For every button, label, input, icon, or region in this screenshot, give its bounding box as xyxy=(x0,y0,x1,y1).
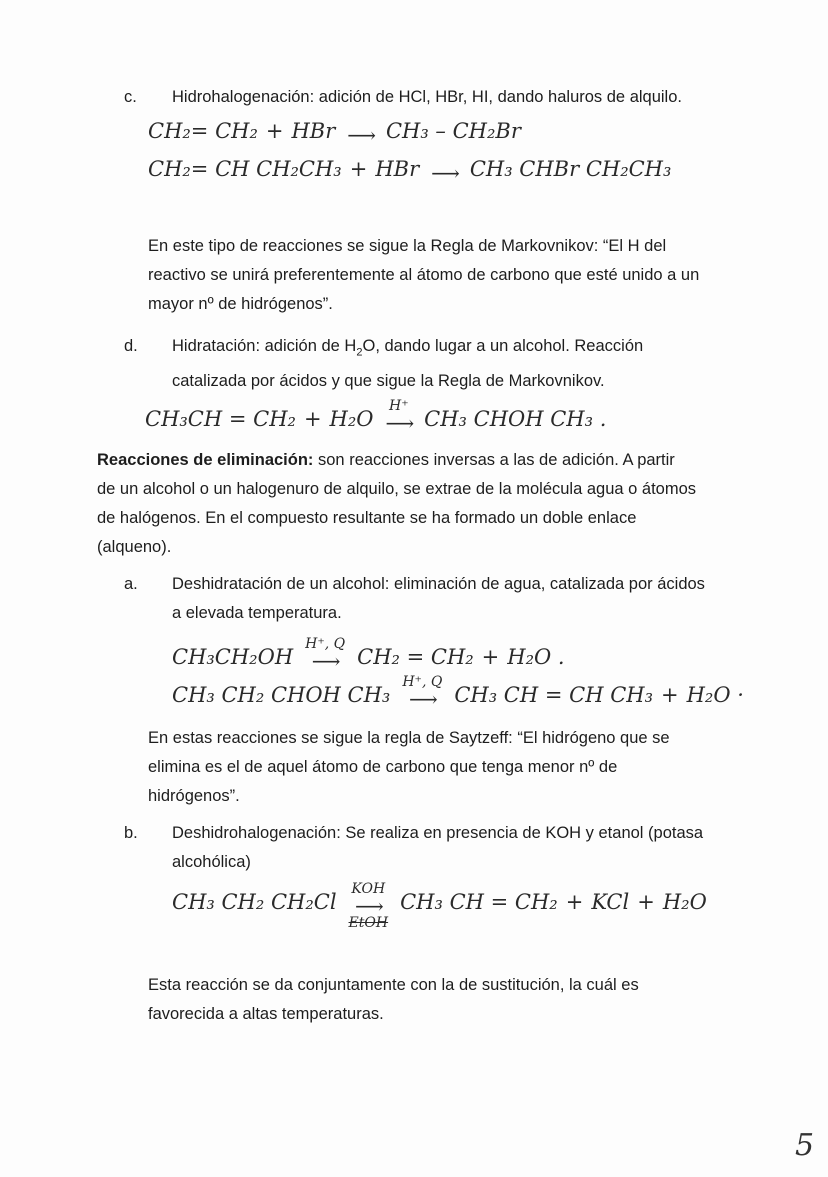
plus: + xyxy=(565,890,584,915)
product: CH₃ – CH₂Br xyxy=(385,119,521,143)
product: CH₂ = CH₂ xyxy=(357,645,474,670)
reaction-arrow xyxy=(347,123,374,147)
equation-d xyxy=(145,398,828,436)
solvent: EtOH xyxy=(348,915,389,932)
section-text: Hidratación: adición de H xyxy=(172,337,357,355)
reaction-arrow xyxy=(385,398,413,436)
reactant: CH₂= CH CH₂CH₃ xyxy=(148,157,342,181)
catalyst: H⁺, Q xyxy=(305,636,346,653)
reaction-arrow xyxy=(305,636,346,674)
reactant: CH₃CH₂OH xyxy=(172,645,294,670)
subscript: 2 xyxy=(356,346,363,359)
equation-c2 xyxy=(148,156,828,185)
catalyst: KOH xyxy=(351,881,386,898)
product: CH₃ CHOH CH₃ . xyxy=(424,407,607,432)
reagent: HBr xyxy=(291,119,336,143)
closing-paragraph: Esta reacción se da conjuntamente con la de sustitución, la cuál es favorecida a altas temperaturas. xyxy=(148,976,639,1024)
byproduct-water: H₂O xyxy=(662,890,707,915)
section-b-deshidrohalogenacion xyxy=(124,819,708,877)
equation-b-products xyxy=(400,889,707,915)
product: CH₃ CH = CH CH₃ xyxy=(454,683,653,708)
arrow-glyph: ⟶ xyxy=(431,161,458,185)
reaction-arrow xyxy=(349,881,389,931)
plus: + xyxy=(303,407,322,432)
reagent: H₂O xyxy=(329,407,374,432)
equation-c1 xyxy=(148,118,828,147)
reaction-arrow xyxy=(431,161,458,185)
equation-a2 xyxy=(172,674,828,712)
reactant: CH₃CH = CH₂ xyxy=(145,407,296,432)
product: CH₃ CH = CH₂ xyxy=(400,890,558,915)
equation-b xyxy=(172,881,828,931)
byproduct-kcl: KCl xyxy=(591,890,630,915)
reactant: CH₂= CH₂ xyxy=(148,119,258,143)
plus: + xyxy=(661,683,679,708)
byproduct: H₂O . xyxy=(507,645,565,670)
list-label: d. xyxy=(124,337,138,355)
arrow-glyph: ⟶ xyxy=(409,687,436,712)
catalyst: H⁺, Q xyxy=(402,674,443,691)
product: CH₃ CHBr CH₂CH₃ xyxy=(469,157,672,181)
elimination-text: son reacciones inversas a las de adición. A partir de un alcohol o un halogenuro de alquilo, se extrae de la molécula agua o átomos de halógenos. En el compuesto resultante se ha formado un doble enlace (alqueno). xyxy=(97,451,697,557)
section-a-deshidratacion xyxy=(124,570,708,628)
arrow-glyph: ⟶ xyxy=(347,123,374,147)
section-text: Deshidratación de un alcohol: eliminación de agua, catalizada por ácidos a elevada temperatura. xyxy=(172,575,705,623)
list-label: a. xyxy=(124,575,138,594)
plus: + xyxy=(481,645,500,670)
markovnikov-paragraph: En este tipo de reacciones se sigue la Regla de Markovnikov: “El H del reactivo se unirá preferentemente al átomo de carbono que esté unido a un mayor nº de hidrógenos”. xyxy=(148,237,700,313)
plus: + xyxy=(637,890,655,915)
catalyst: H⁺ xyxy=(389,398,409,415)
equation-a1 xyxy=(172,636,828,674)
elimination-title: Reacciones de eliminación: xyxy=(97,451,314,470)
section-d-hidratacion xyxy=(124,332,708,396)
list-label: b. xyxy=(124,824,138,843)
saytzeff-paragraph: En estas reacciones se sigue la regla de Saytzeff: “El hidrógeno que se elimina es el de aquel átomo de carbono que tenga menor nº de hidrógenos”. xyxy=(148,729,670,806)
arrow-glyph: ⟶ xyxy=(354,894,382,919)
arrow-glyph: ⟶ xyxy=(311,649,339,674)
reactant: CH₃ CH₂ CH₂Cl xyxy=(172,890,337,915)
plus: + xyxy=(265,119,284,143)
plus: + xyxy=(349,157,368,181)
list-label: c. xyxy=(124,88,137,106)
section-c-hidrohalogenacion xyxy=(124,83,708,112)
section-text: Hidrohalogenación: adición de HCl, HBr, HI, dando haluros de alquilo. xyxy=(172,88,682,106)
reaction-arrow xyxy=(402,674,443,712)
section-text: Deshidrohalogenación: Se realiza en presencia de KOH y etanol (potasa alcohólica) xyxy=(172,824,704,872)
section-text-cont: O, dando lugar a un alcohol. Reacción catalizada por ácidos y que sigue la Regla de Markovnikov. xyxy=(172,337,644,391)
reagent: HBr xyxy=(375,157,420,181)
arrow-glyph: ⟶ xyxy=(385,411,413,436)
byproduct: H₂O · xyxy=(686,683,744,708)
reactant: CH₃ CH₂ CHOH CH₃ xyxy=(172,683,391,708)
page-number: 5 xyxy=(795,1128,815,1163)
elimination-paragraph xyxy=(97,446,697,562)
